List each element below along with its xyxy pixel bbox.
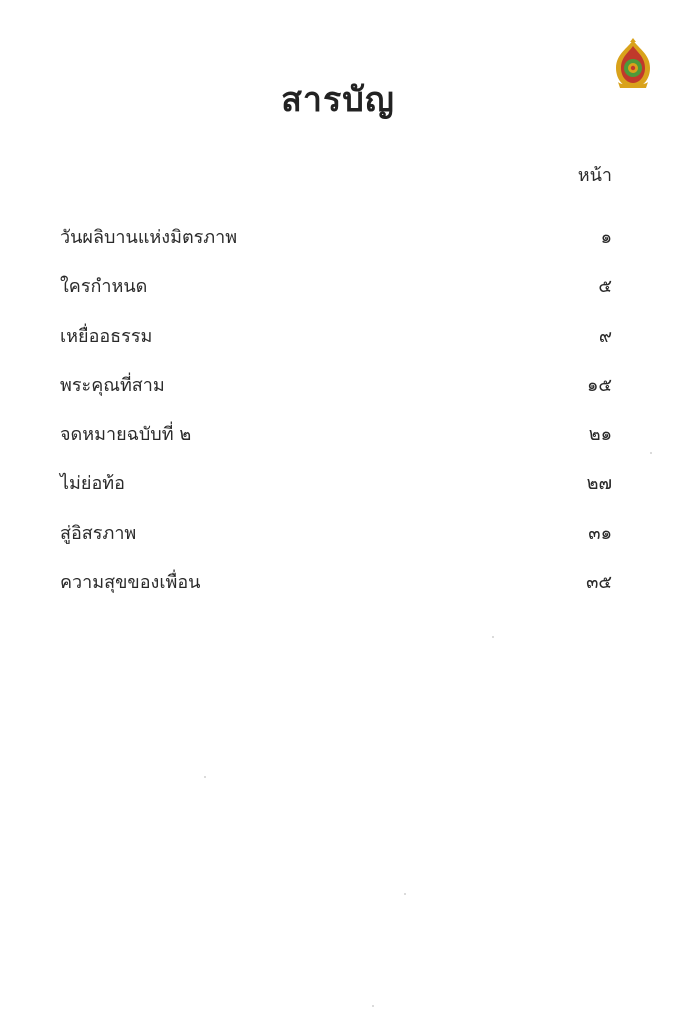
toc-entry — [60, 518, 612, 567]
toc-entry — [60, 271, 612, 320]
toc-entry-title: จดหมายฉบับที่ ๒ — [60, 424, 192, 446]
toc-entry-page: ๒๗ — [586, 473, 612, 495]
toc-entry-page: ๒๑ — [588, 424, 612, 446]
toc-entry-page: ๑ — [600, 227, 612, 248]
toc-entry-title: ใครกำหนด — [60, 276, 148, 298]
toc-entry — [60, 419, 612, 468]
toc-entry-title: พระคุณที่สาม — [60, 374, 165, 396]
paper-speck — [650, 452, 652, 454]
toc-entry-page: ๕ — [598, 276, 612, 298]
toc-entry-page: ๙ — [598, 325, 612, 347]
toc-entry-title: ไม่ย่อท้อ — [60, 473, 125, 495]
toc-entry — [60, 222, 612, 271]
toc-entry-title: วันผลิบานแห่งมิตรภาพ — [60, 227, 238, 248]
page-title: สารบัญ — [281, 80, 395, 120]
toc-entry — [60, 321, 612, 370]
toc-entry-page: ๓๑ — [588, 522, 612, 544]
page-column-label: หน้า — [577, 165, 612, 186]
paper-speck — [404, 893, 406, 895]
toc-entry-page: ๓๕ — [586, 572, 612, 594]
toc-entry-title: สู่อิสรภาพ — [60, 522, 137, 544]
toc-list — [60, 222, 612, 616]
paper-speck — [204, 776, 206, 778]
toc-entry-page: ๑๕ — [586, 374, 612, 396]
paper-speck — [492, 636, 494, 638]
toc-entry — [60, 370, 612, 419]
paper-speck — [372, 1005, 374, 1007]
toc-entry-title: ความสุขของเพื่อน — [60, 572, 201, 594]
toc-entry-title: เหยื่ออธรรม — [60, 325, 153, 347]
toc-entry — [60, 567, 612, 616]
toc-entry — [60, 468, 612, 517]
